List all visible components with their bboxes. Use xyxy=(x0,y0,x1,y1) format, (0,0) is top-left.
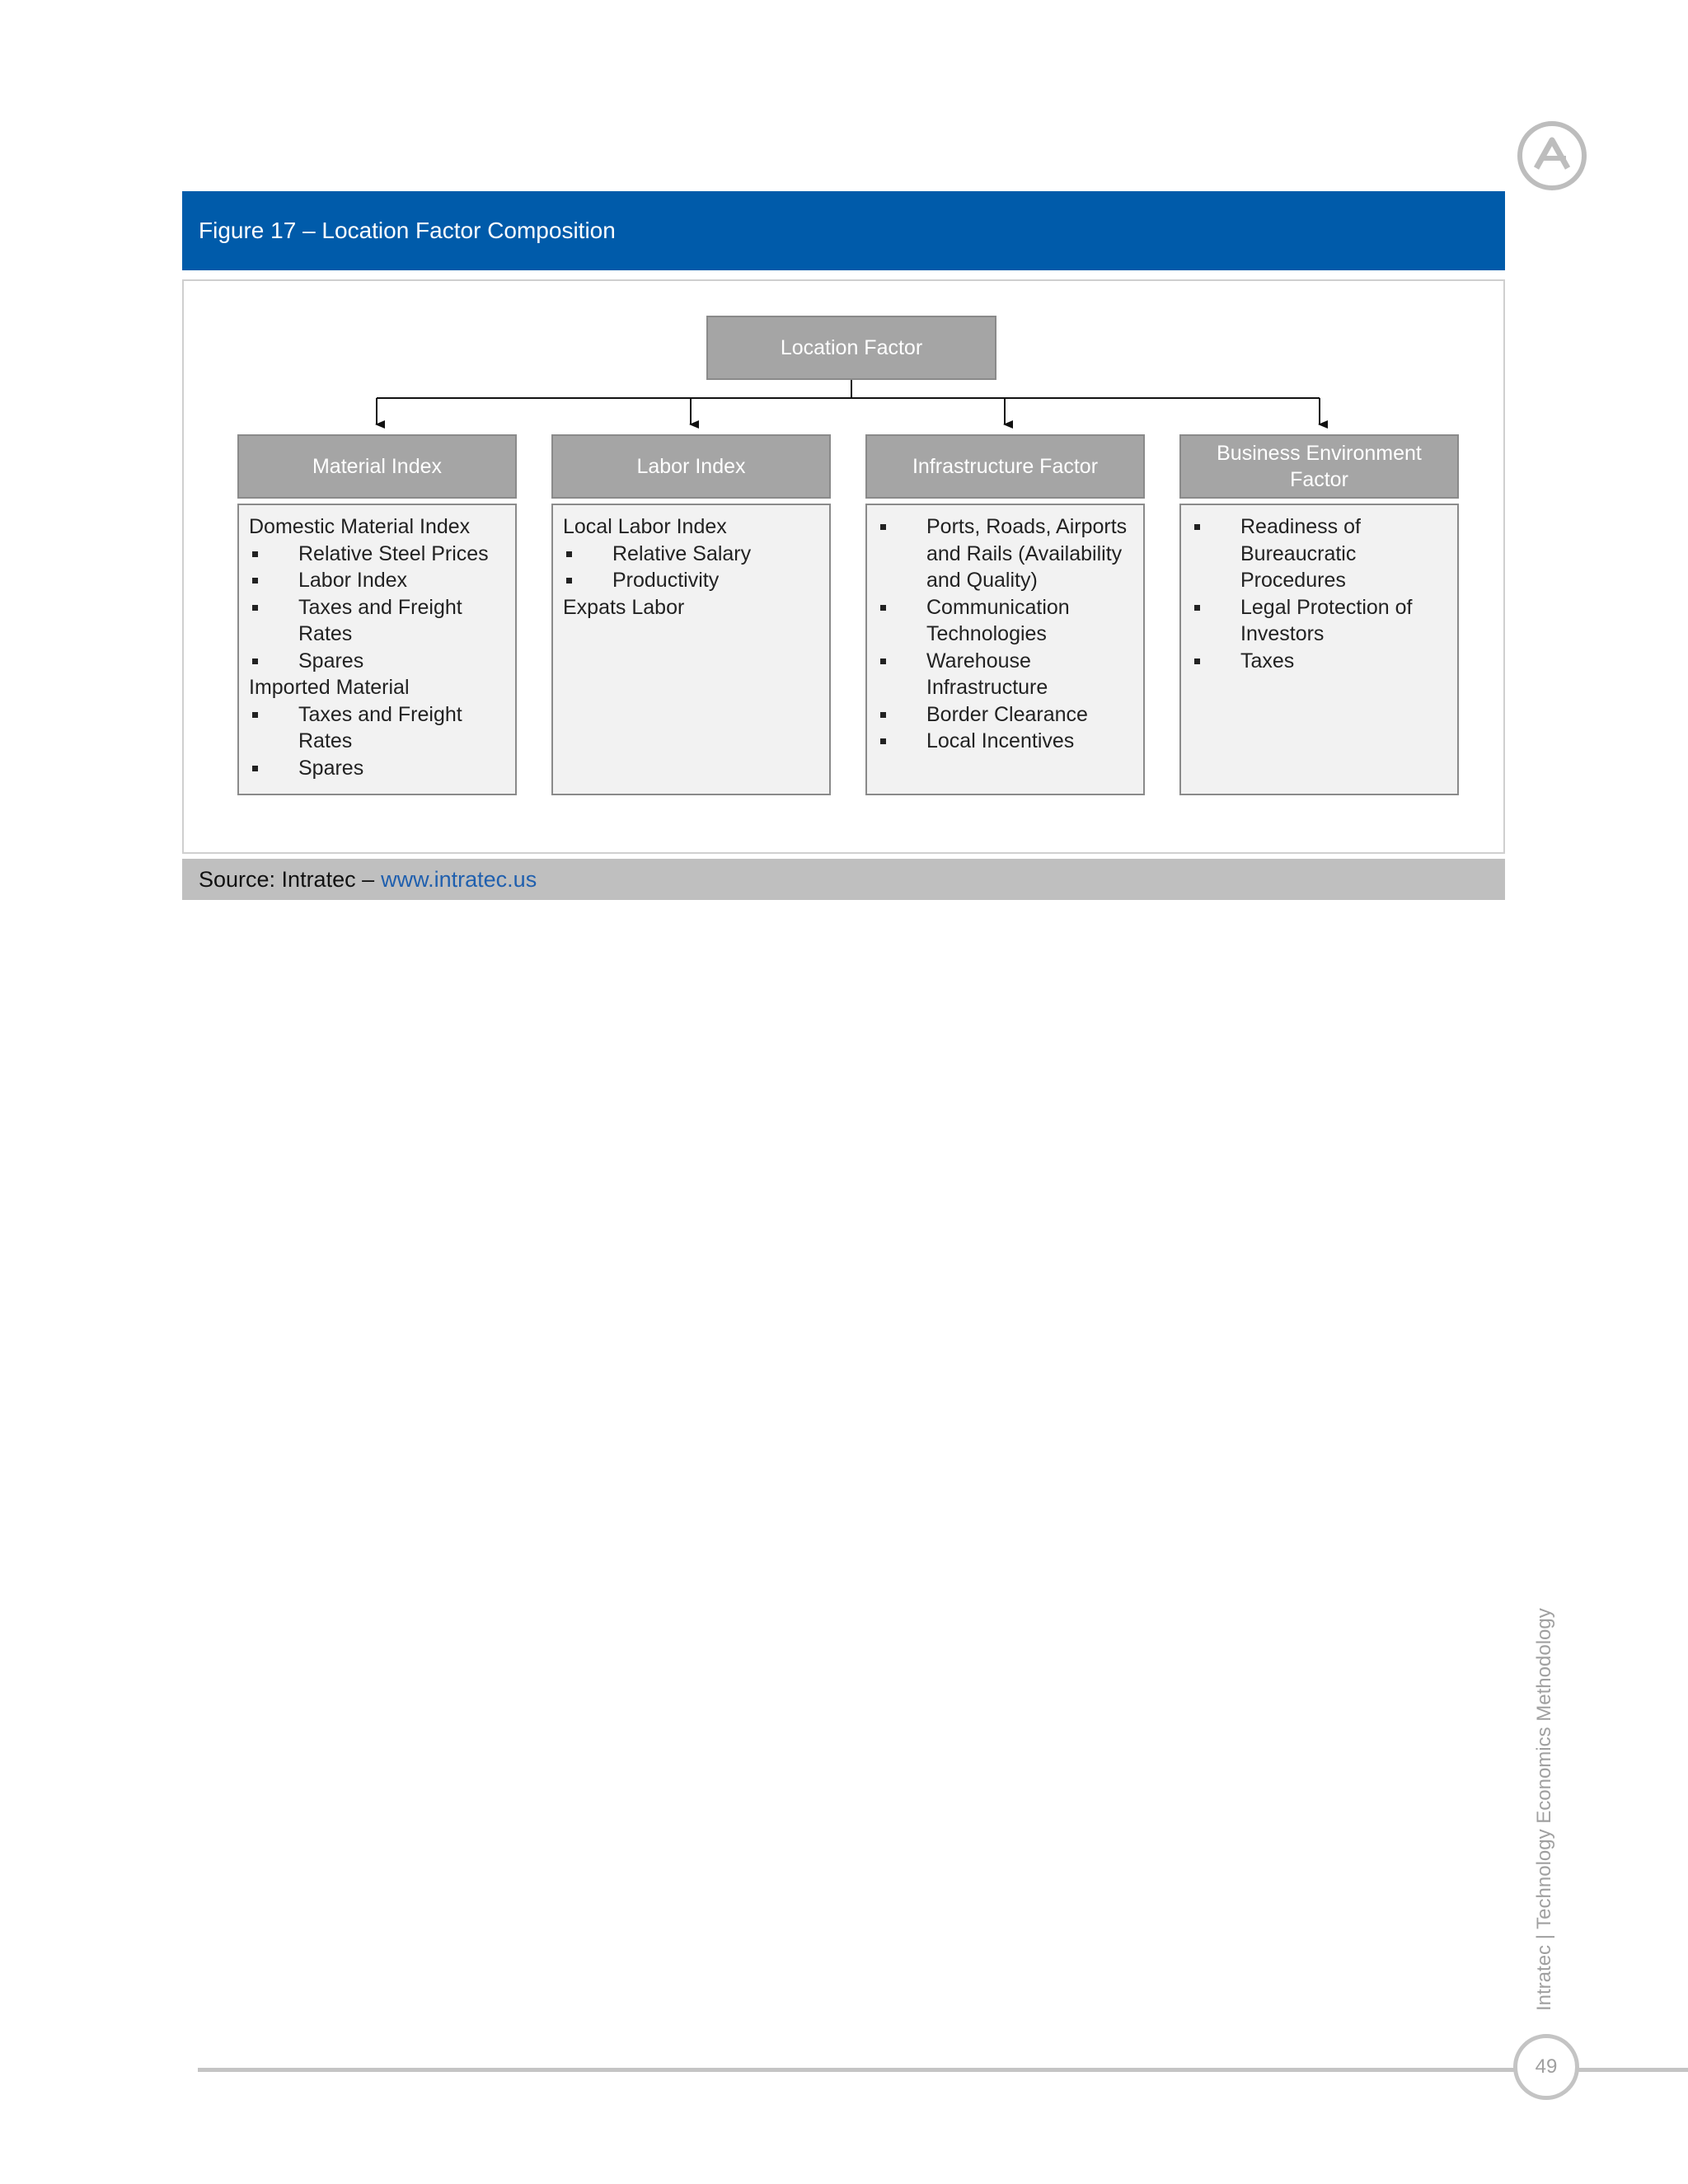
list-item: Taxes and Freight Rates xyxy=(249,594,505,648)
category-node-business xyxy=(1179,434,1459,499)
page-number: 49 xyxy=(1535,2055,1558,2078)
diagram-area xyxy=(182,279,1505,854)
source-link[interactable]: www.intratec.us xyxy=(381,866,537,892)
source-label: Source: Intratec – xyxy=(199,866,375,892)
list-item: Warehouse Infrastructure xyxy=(877,648,1133,701)
list-item: Productivity xyxy=(563,567,819,594)
list-item: Labor Index xyxy=(249,567,505,594)
category-label: Labor Index xyxy=(636,455,746,478)
intratec-logo-icon xyxy=(1517,120,1587,191)
figure-title-bar xyxy=(182,191,1505,270)
list-item: Legal Protection of Investors xyxy=(1191,594,1447,648)
list-item: Spares xyxy=(249,755,505,782)
list-item: Local Incentives xyxy=(877,728,1133,755)
group-heading: Expats Labor xyxy=(563,595,685,619)
list-item: Taxes and Freight Rates xyxy=(249,701,505,755)
page-number-badge xyxy=(1513,2034,1579,2100)
group-heading: Imported Material xyxy=(249,676,410,699)
category-label: Material Index xyxy=(312,455,443,478)
panel-material xyxy=(237,504,517,795)
panel-labor xyxy=(551,504,831,795)
footer-rule xyxy=(198,2068,1688,2072)
list-item: Border Clearance xyxy=(877,701,1133,729)
list-item: Ports, Roads, Airports and Rails (Availability and Quality) xyxy=(877,513,1133,594)
category-label: Business Environment Factor xyxy=(1217,442,1422,491)
panel-infrastructure xyxy=(865,504,1145,795)
group-heading: Domestic Material Index xyxy=(249,515,471,538)
list-item: Spares xyxy=(249,648,505,675)
category-node-labor xyxy=(551,434,831,499)
figure-title: Figure 17 – Location Factor Composition xyxy=(199,218,616,243)
list-item: Communication Technologies xyxy=(877,594,1133,648)
category-label: Infrastructure Factor xyxy=(912,455,1099,478)
source-bar xyxy=(182,859,1505,900)
side-running-title: Intratec | Technology Economics Methodology xyxy=(1533,1608,1555,2011)
list-item: Relative Steel Prices xyxy=(249,541,505,568)
group-heading: Local Labor Index xyxy=(563,515,727,538)
panel-business xyxy=(1179,504,1459,795)
root-node-label: Location Factor xyxy=(780,336,923,359)
list-item: Readiness of Bureaucratic Procedures xyxy=(1191,513,1447,594)
category-node-material xyxy=(237,434,517,499)
root-node xyxy=(706,316,996,380)
list-item: Relative Salary xyxy=(563,541,819,568)
category-node-infrastructure xyxy=(865,434,1145,499)
list-item: Taxes xyxy=(1191,648,1447,675)
